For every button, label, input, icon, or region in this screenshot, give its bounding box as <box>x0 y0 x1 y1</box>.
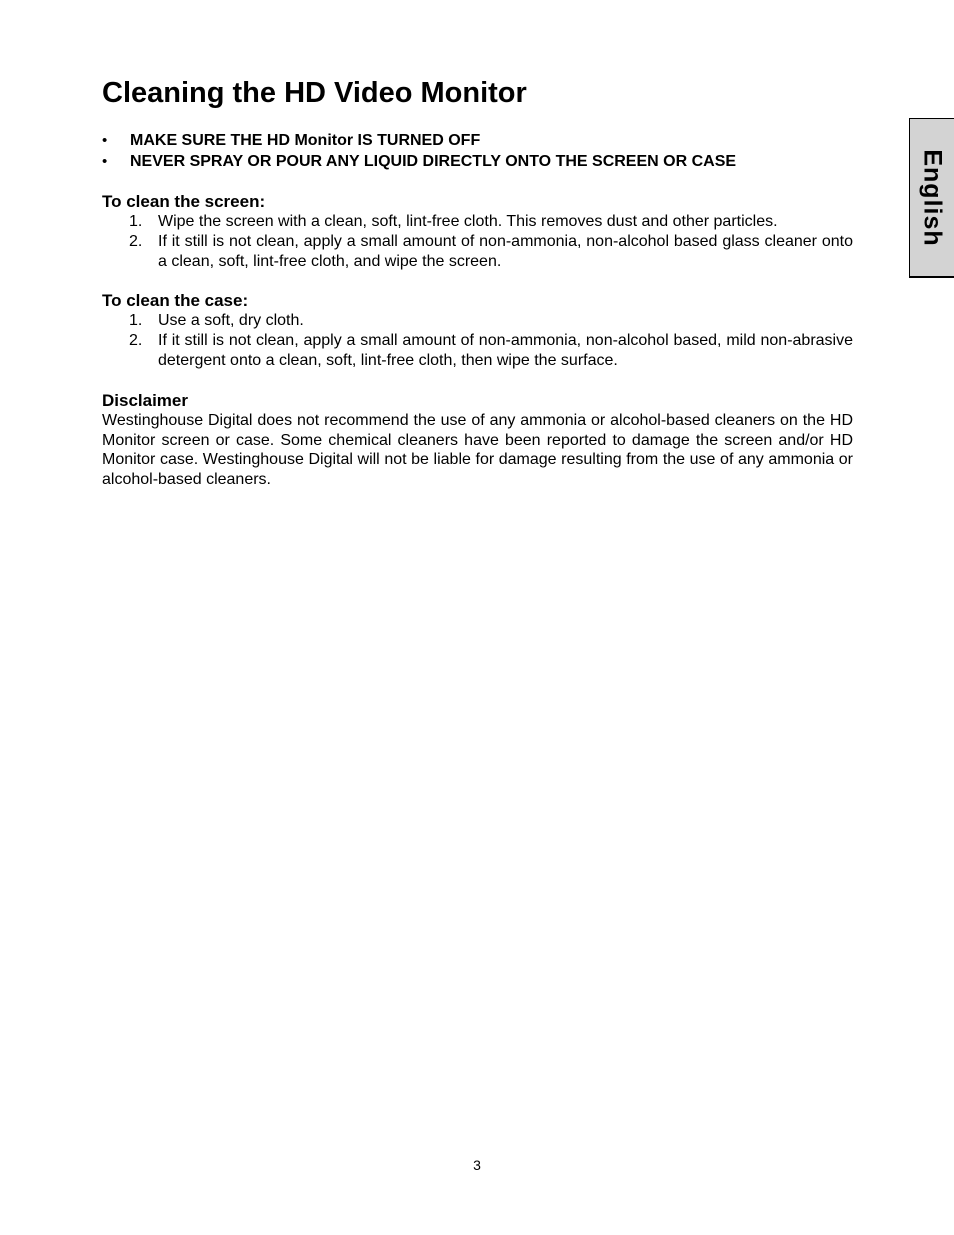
warning-item <box>102 130 862 151</box>
step-number: 1. <box>129 213 143 230</box>
step-number: 2. <box>129 332 143 349</box>
warning-item <box>102 151 862 172</box>
bullet-icon: • <box>102 132 108 149</box>
warning-text: NEVER SPRAY OR POUR ANY LIQUID DIRECTLY ONTO THE SCREEN OR CASE <box>130 153 737 170</box>
list-item <box>102 311 853 331</box>
step-text: If it still is not clean, apply a small amount of non-ammonia, non-alcohol based glass cleaner onto a clean, soft, lint-free cloth, and wipe the screen. <box>158 233 853 270</box>
bullet-icon: • <box>102 153 108 170</box>
screen-steps-list <box>102 212 853 272</box>
list-item <box>102 232 853 272</box>
warning-list <box>102 130 862 172</box>
disclaimer-text: Westinghouse Digital does not recommend the use of any ammonia or alcohol-based cleaners on the HD Monitor screen or case. Some chemical cleaners have been reported to damage the screen and/or HD Monitor case. Westinghouse Digital will not be liable for damage resulting from the use of any ammonia or alcohol-based cleaners. <box>102 412 853 489</box>
step-number: 2. <box>129 233 143 250</box>
page-title: Cleaning the HD Video Monitor <box>102 77 527 109</box>
step-text: Wipe the screen with a clean, soft, lint-free cloth. This removes dust and other particles. <box>158 213 778 230</box>
step-number: 1. <box>129 312 143 329</box>
step-text: If it still is not clean, apply a small amount of non-ammonia, non-alcohol based, mild non-abrasive detergent onto a clean, soft, lint-free cloth, then wipe the surface. <box>158 332 853 369</box>
language-tab <box>909 118 954 278</box>
page-number: 3 <box>473 1157 481 1173</box>
step-text: Use a soft, dry cloth. <box>158 312 304 329</box>
disclaimer-heading: Disclaimer <box>102 391 188 410</box>
screen-section-heading: To clean the screen: <box>102 192 266 211</box>
list-item <box>102 212 853 232</box>
case-section-heading: To clean the case: <box>102 291 249 310</box>
language-tab-label: English <box>918 148 947 247</box>
case-steps-list <box>102 311 853 371</box>
warning-text: MAKE SURE THE HD Monitor IS TURNED OFF <box>130 132 481 149</box>
list-item <box>102 331 853 371</box>
